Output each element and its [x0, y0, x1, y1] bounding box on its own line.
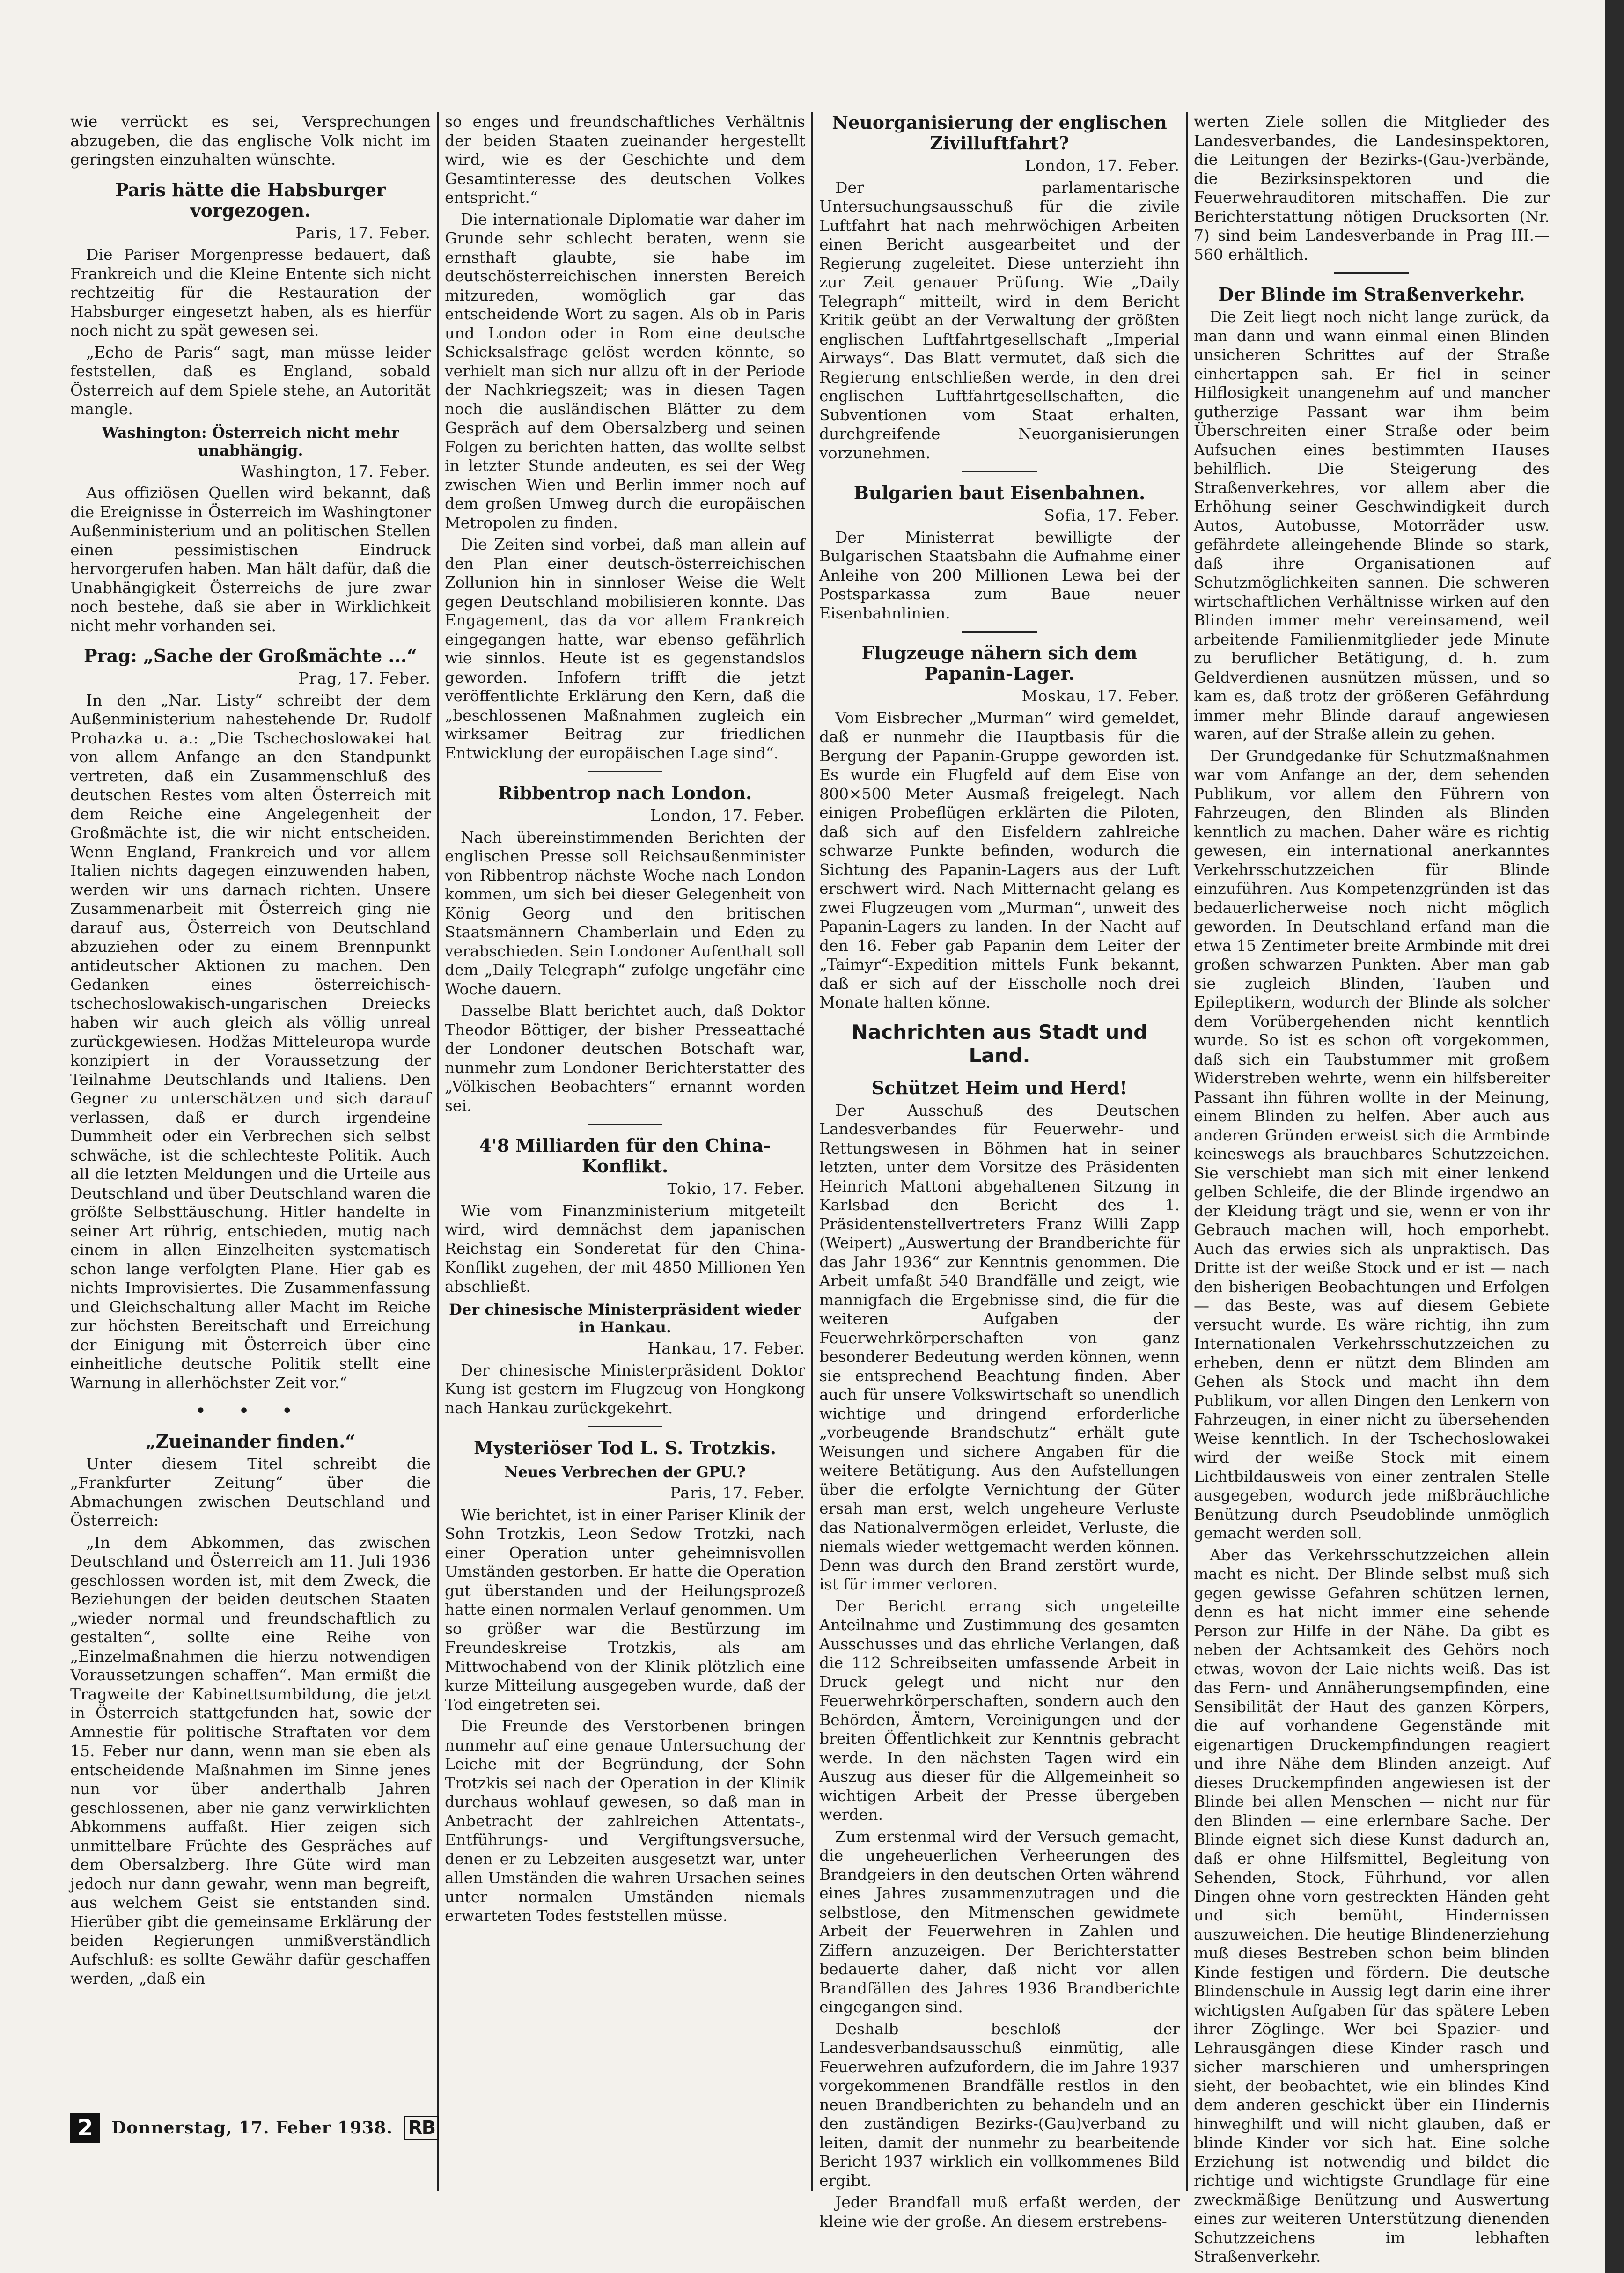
- paragraph: Aus offiziösen Quellen wird bekannt, daß die Ereignisse in Österreich im Washingtoner Außenministerium und an politischen Stellen einen pessimistischen Eindruck hervorgerufen haben. Man hält dafür, daß die Unabhängigkeit Österreichs de jure zwar noch bestehe, daß sie aber in Wirklichkeit nicht mehr vorhanden sei.: [70, 484, 431, 635]
- scan-edge: [1605, 0, 1624, 2273]
- newspaper-page: [70, 112, 1550, 2266]
- article-continuation: werten Ziele sollen die Mitglieder des Landesverbandes, die Landesinspektoren, die Leitungen der Bezirks-(Gau-)verbände, die Bezirksinspektoren und die Feuerwehrauditoren mitschaffen. Die zur Berichterstattung nötigen Drucksorten (Nr. 7) sind beim Landesverbande in Prag III.—560 erhältlich.: [1194, 112, 1550, 264]
- paragraph: Die Freunde des Verstorbenen bringen nunmehr auf eine genaue Untersuchung der Leiche mit der Begründung, der Sohn Trotzkis sei nach der Operation in der Klinik durchaus wohlauf gewesen, so daß man in Anbetracht der zahlreichen Attentats-, Entführungs- und Vergiftungsversuche, denen er zu Lebzeiten ausgesetzt war, unter allen Umständen die wahren Ursachen seines unter normalen Umständen niemals erwarteten Todes feststellen müsse.: [445, 1717, 805, 1925]
- article-continuation: so enges und freundschaftliches Verhältnis der beiden Staaten zueinander hergestellt wird, wie es der Geschichte und dem Gesamtinteresse des deutschen Volkes entspricht.“: [445, 112, 805, 206]
- column-rule: [1186, 112, 1188, 2191]
- subheadline-trotzki: Neues Verbrechen der GPU.?: [504, 1463, 746, 1481]
- paragraph: Der Ausschuß des Deutschen Landesverbandes für Feuerwehr- und Rettungswesen in Böhmen hat in seiner letzten, unter dem Vorsitze des Präsidenten Heinrich Mattoni abgehaltenen Sitzung in Karlsbad den Bericht des 1. Präsidentenstellvertreters Franz Willi Zapp (Weipert) „Auswertung der Brandberichte für das Jahr 1936“ zur Kenntnis genommen. Die Arbeit umfaßt 540 Brandfälle und zeigt, wie mannigfach die Ergebnisse sind, die für die weiteren Aufgaben der Feuerwehrkörperschaften von ganz besonderer Bedeutung werden können, wenn sie entsprechend Beachtung finden. Aber auch für unsere Volkswirtschaft so unendlich wichtige und dringend erforderliche „vorbeugende Brandschutz“ erhält gute Weisungen und sichere Angaben für die weitere Betätigung. Aus den Aufstellungen über die erfolgte Vernichtung der Güter ersah man erst, welch ungeheure Verluste das Nationalvermögen erleidet, Verluste, die niemals wieder wettgemacht werden können. Denn was durch den Brand zerstört wurde, ist für immer verloren.: [819, 1101, 1180, 1593]
- paragraph: Dasselbe Blatt berichtet auch, daß Doktor Theodor Böttiger, der bisher Presseattaché der Londoner deutschen Botschaft war, nunmehr zum Londoner Berichterstatter des „Völkischen Beobachters“ ernannt worden sei.: [445, 1001, 805, 1115]
- paragraph: Die Zeit liegt noch nicht lange zurück, da man dann und wann einmal einen Blinden unsicheren Schrittes auf der Straße einhertappen sah. Er fiel in seiner Hilflosigkeit unangenehm auf und mancher gutherzige Passant war ihm beim Überschreiten einer Straße oder beim Aufsuchen eines bestimmten Hauses behilflich. Die Steigerung des Straßenverkehres, vor allem aber die Erhöhung seiner Geschwindigkeit durch Autos, Autobusse, Motorräder usw. gefährdete alleingehende Blinde so stark, daß ihre Organisationen auf Schutzmöglichkeiten sannen. Die schweren wirtschaftlichen Verhältnisse wirken auf den Blinden immer mehr vereinsamend, weil arbeitende Familienmitglieder jede Minute zu beruflicher Betätigung, d. h. zum Geldverdienen ausnützen müssen, und so kam es, daß trotz der größeren Gefährdung immer mehr Blinde darauf angewiesen waren, auf der Straße allein zu gehen.: [1194, 308, 1550, 743]
- headline-zueinander: „Zueinander finden.“: [145, 1430, 356, 1452]
- column-3: [819, 112, 1180, 2230]
- article-continuation: wie verrückt es sei, Versprechungen abzugeben, die das englische Volk nicht im geringsten einzuhalten wünschte.: [70, 112, 431, 169]
- separator-line: [588, 1124, 662, 1125]
- headline-bulgarien: Bulgarien baut Eisenbahnen.: [853, 482, 1146, 503]
- paragraph: Die Pariser Morgenpresse bedauert, daß Frankreich und die Kleine Entente sich nicht rechtzeitig für die Restauration der Habsburger eingesetzt haben, als es hierfür noch nicht zu spät gewesen sei.: [70, 245, 431, 339]
- page-footer: [70, 2111, 439, 2144]
- column-4: [1194, 112, 1550, 2266]
- dateline-washington: Washington, 17. Feber.: [240, 462, 431, 480]
- dateline-prag: Prag, 17. Feber.: [298, 669, 431, 687]
- separator-line: [588, 1426, 662, 1427]
- paragraph: Jeder Brandfall muß erfaßt werden, der kleine wie der große. An diesem erstrebens-: [819, 2193, 1180, 2230]
- paragraph: Aber das Verkehrsschutzzeichen allein macht es nicht. Der Blinde selbst muß sich gegen gewisse Gefahren schützen lernen, denn es hat nicht immer eine sehende Person zur Hilfe in der Nähe. Da gibt es neben der Achtsamkeit des Gehörs noch etwas, wovon der Laie nichts weiß. Das ist das Fern- und Annäherungsempfinden, eine Sensibilität der Haut des ganzen Körpers, die auf vorhandene Gegenstände mit eigenartigen Druckempfindungen reagiert und ihre Nähe dem Blinden anzeigt. Auf dieses Druckempfinden angewiesen ist der Blinde bei allen Menschen — nicht nur für den Blinden — eine erlernbare Sache. Der Blinde eignet sich diese Kunst dadurch an, daß er ohne Hilfsmittel, Begleitung von Sehenden, Stock, Führhund, vor allen Dingen ohne vorn gestreckten Händen geht und sich bemüht, Hindernissen auszuweichen. Die heutige Blindenerziehung muß dieses Bestreben schon beim blinden Kinde festigen und fördern. Die deutsche Blindenschule in Aussig legt darin eine ihrer wichtigsten Aufgaben für das spätere Leben ihrer Zöglinge. Wer bei Spazier- und Lehrausgängen diese Kinder rasch und sicher marschieren und umherspringen sieht, der beobachtet, wie ein blindes Kind dem anderen geschickt über ein Hindernis hinweghilft und will nicht glauben, daß er blinde Kinder vor sich hat. Eine solche Erziehung ist notwendig und bildet die richtige und wichtigste Grundlage für eine zweckmäßige Benützung und Auswertung eines zur weiteren Unterstützung dienenden Schutzzeichens im lebhaften Straßenverkehr.: [1194, 1545, 1550, 2266]
- column-2: [445, 112, 805, 2191]
- dateline-tokio: Tokio, 17. Feber.: [667, 1179, 805, 1198]
- column-rule: [811, 112, 813, 2191]
- section-heading: Nachrichten aus Stadt und Land.: [851, 1020, 1148, 1067]
- newspaper-logo: RB: [404, 2116, 439, 2140]
- dateline-london: London, 17. Feber.: [650, 806, 805, 824]
- page-number: 2: [70, 2113, 100, 2143]
- separator-line: [962, 471, 1037, 472]
- paragraph: „Echo de Paris“ sagt, man müsse leider feststellen, daß es England, sobald Österreich auf dem Spiele stehe, an Autorität mangle.: [70, 343, 431, 418]
- paragraph: Der Ministerrat bewilligte der Bulgarischen Staatsbahn die Aufnahme einer Anleihe von 200 Millionen Lewa bei der Postsparkassa zum Baue neuer Eisenbahnlinien.: [819, 528, 1180, 622]
- paragraph: Deshalb beschloß der Landesverbandsausschuß einmütig, alle Feuerwehren aufzufordern, die im Jahre 1937 vorgekommenen Brandfälle restlos in den neuen Brandberichten zu behandeln und an den zuständigen Bezirks-(Gau)verband zu leiten, damit der nunmehr zu bearbeitende Bericht 1937 wirklich ein vollkommenes Bild ergibt.: [819, 2019, 1180, 2190]
- paragraph: Die internationale Diplomatie war daher im Grunde sehr schlecht beraten, wenn sie ernsthaft glaubte, sie habe im deutschösterreichischen innersten Bereich mitzureden, womöglich gar das entscheidende Wort zu sagen. Als ob in Paris und London oder in Rom eine deutsche Schicksalsfrage gelöst werden könnte, so verhielt man sich nur allzu oft in der Periode der Nachkriegszeit; was in diesen Tagen noch die ausländischen Blätter zu dem Gespräch auf dem Obersalzberg und seinen Folgen zu berichten hatten, das wollte selbst in letzter Stunde andeuten, es sei der Weg zwischen Wien und Berlin immer noch auf dem großen Umweg durch die europäischen Metropolen zu finden.: [445, 210, 805, 532]
- paragraph: „In dem Abkommen, das zwischen Deutschland und Österreich am 11. Juli 1936 geschlossen worden ist, mit dem Zweck, die Beziehungen der beiden deutschen Staaten „wieder normal und freundschaftlich zu gestalten“, sollte eine Reihe von „Einzelmaßnahmen die hierzu notwendigen Voraussetzungen schaffen“. Man ermißt die Tragweite der Kabinettsumbildung, die jetzt in Österreich stattgefunden hat, sowie der Amnestie für politische Straftaten vor dem 15. Feber nur dann, wenn man sie eben als entscheidende Maßnahmen im Sinne jenes nun vor über anderthalb Jahren geschlossenen, aber nie ganz verwirklichten Abkommens auffaßt. Hier zeigen sich unmittelbare Früchte des Gespräches auf dem Obersalzberg. Ihre Güte wird man jedoch nur dann gewahr, wenn man begreift, aus welchem Geist sie entstanden sind. Hierüber gibt die gemeinsame Erklärung der beiden Regierungen unmißverständlich Aufschluß: es sollte Gewähr dafür geschaffen werden, „daß ein: [70, 1533, 431, 1987]
- paragraph: Der Bericht errang sich ungeteilte Anteilnahme und Zustimmung des gesamten Ausschusses und das ehrliche Verlangen, daß die 112 Schreibseiten umfassende Arbeit in Druck gelegt und nicht nur den Feuerwehrkörperschaften, sondern auch den Behörden, Ämtern, Vereinigungen und der breiten Öffentlichkeit zur Kenntnis gebracht werde. In den nächsten Tagen wird ein Auszug aus dieser für die Allgemeinheit so wichtigen Arbeit der Presse übergeben werden.: [819, 1596, 1180, 1824]
- paragraph: In den „Nar. Listy“ schreibt der dem Außenministerium nahestehende Dr. Rudolf Prohazka u. a.: „Die Tschechoslowakei hat von allem Anfange an den Standpunkt vertreten, daß ein Zusammenschluß des deutschen Restes vom alten Österreich mit dem Reiche eine Angelegenheit der Großmächte ist, die wir nicht entscheiden. Wenn England, Frankreich und vor allem Italien nichts dagegen einzuwenden haben, werden wir uns darnach richten. Unsere Zusammenarbeit mit Österreich ging nie darauf aus, Österreich von Deutschland abzuziehen oder zu einem Brennpunkt antideutscher Aktionen zu machen. Den Gedanken eines österreichisch-tschechoslowakisch-ungarischen Dreiecks haben wir auch gleich als völlig unreal zurückgewiesen. Hodžas Mitteleuropa wurde konzipiert in der Voraussetzung der Teilnahme Deutschlands und Italiens. Den Gegner zu unterschätzen und sich darauf verlassen, daß er durch irgendeine Dummheit oder ein Verbrechen sich selbst schwäche, ist die schlechteste Politik. Auch all die letzten Meldungen und die Urteile aus Deutschland und über Deutschland waren die größte Selbsttäuschung. Hitler handelte in seiner Art rührig, entschieden, mutig nach einem in allen Einzelheiten systematisch schon lange verfolgten Plane. Hier gab es nichts Improvisiertes. Die Zusammenfassung und Gleichschaltung aller Macht im Reiche zur höchsten Bereitschaft und Erreichung der Einigung mit Österreich über eine einheitliche deutsche Politik stellt eine Warnung in allerhöchster Zeit vor.“: [70, 691, 431, 1392]
- separator-line: [1334, 272, 1409, 274]
- separator-line: [962, 631, 1037, 633]
- dateline-sofia: Sofia, 17. Feber.: [1044, 506, 1180, 524]
- headline-prag: Prag: „Sache der Großmächte ...“: [84, 645, 417, 666]
- headline-papanin: Flugzeuge nähern sich dem Papanin-Lager.: [861, 642, 1138, 684]
- paragraph: Zum erstenmal wird der Versuch gemacht, die ungeheuerlichen Verheerungen des Brandgeiers in den deutschen Orten während eines Jahres zusammenzutragen und die selbstlose, den Mitmenschen gewidmete Arbeit der Feuerwehren in Zahlen und Ziffern anzuzeigen. Der Berichterstatter bedauerte daher, daß nicht vor allen Brandfällen des Jahres 1936 Brandberichte eingegangen sind.: [819, 1827, 1180, 2016]
- headline-washington: Washington: Österreich nicht mehr unabhängig.: [102, 423, 399, 459]
- dateline-paris: Paris, 17. Feber.: [670, 1484, 805, 1502]
- paragraph: Wie vom Finanzministerium mitgeteilt wird, wird demnächst dem japanischen Reichstag ein Sonderetat für den China-Konflikt zugehen, der mit 4850 Millionen Yen abschließt.: [445, 1201, 805, 1295]
- separator-line: [588, 771, 662, 772]
- headline-ribbentrop: Ribbentrop nach London.: [498, 782, 752, 803]
- paragraph: Unter diesem Titel schreibt die „Frankfurter Zeitung“ über die Abmachungen zwischen Deutschland und Österreich:: [70, 1454, 431, 1530]
- paragraph: Der chinesische Ministerpräsident Doktor Kung ist gestern im Flugzeug von Hongkong nach Hankau zurückgekehrt.: [445, 1361, 805, 1417]
- dateline-hankau: Hankau, 17. Feber.: [647, 1339, 805, 1357]
- paragraph: Die Zeiten sind vorbei, daß man allein auf den Plan einer deutsch-österreichischen Zollunion hin in sinnloser Weise die Welt gegen Deutschland mobilisieren konnte. Das Engagement, das da vor allem Frankreich eingegangen hatte, war ebenso gefährlich wie sinnlos. Heute ist es gegenstandslos geworden. Infofern trifft die jetzt veröffentlichte Erklärung den Kern, daß die „beschlossenen Maßnahmen zugleich ein wirksamer Beitrag zur friedlichen Entwicklung der europäischen Lage sind“.: [445, 535, 805, 762]
- paragraph: Wie berichtet, ist in einer Pariser Klinik der Sohn Trotzkis, Leon Sedow Trotzki, nach einer Operation unter geheimnisvollen Umständen gestorben. Er hatte die Operation gut überstanden und der Heilungsprozeß hatte einen normalen Verlauf genommen. Um so größer war die Bestürzung im Freundeskreise Trotzkis, als am Mittwochabend von der Klinik plötzlich eine kurze Mitteilung ausgegeben wurde, daß der Tod eingetreten sei.: [445, 1505, 805, 1714]
- column-1: [70, 112, 431, 2191]
- headline-china: 4'8 Milliarden für den China-Konflikt.: [479, 1135, 771, 1177]
- headline-schuetzet: Schützet Heim und Herd!: [871, 1077, 1128, 1098]
- headline-zivilluftfahrt: Neuorganisierung der englischen Zivilluftfahrt?: [832, 112, 1167, 154]
- headline-hankau: Der chinesische Ministerpräsident wieder in Hankau.: [449, 1301, 801, 1336]
- issue-date: Donnerstag, 17. Feber 1938.: [111, 2118, 393, 2138]
- paragraph: Der parlamentarische Untersuchungsausschuß für die zivile Luftfahrt hat nach mehrwöchigen Arbeiten einen Bericht ausgearbeitet und der Regierung zugeleitet. Diese unterzieht ihn zur Zeit genauer Prüfung. Wie „Daily Telegraph“ mitteilt, wird in dem Bericht Kritik geübt an der Verwaltung der größten englischen Luftfahrtgesellschaft „Imperial Airways“. Das Blatt vermutet, daß sich die Regierung entschließen werde, in den drei englischen Luftfahrtgesellschaften, die Subventionen vom Staat erhalten, durchgreifende Neuorganisierungen vorzunehmen.: [819, 178, 1180, 462]
- paragraph: Der Grundgedanke für Schutzmaßnahmen war vom Anfange an der, dem sehenden Publikum, vor allem den Führern von Fahrzeugen, den Blinden als Blinden kenntlich zu machen. Daher wäre es richtig gewesen, ein international anerkanntes Verkehrsschutzzeichen für Blinde einzuführen. Aus Kompetenzgründen ist das bedauerlicherweise noch nicht möglich geworden. In Deutschland erfand man die etwa 15 Zentimeter breite Armbinde mit drei großen schwarzen Punkten. Aber man gab sie zugleich Blinden, Tauben und Epileptikern, wodurch der Blinde als solcher dem Vorübergehenden nicht kenntlich wurde. So ist es schon oft vorgekommen, daß sich ein Taubstummer mit großem Widerstreben wehrte, wenn ein hilfsbereiter Passant ihn führen wollte in der Meinung, einem Blinden zu helfen. Aber auch aus anderen Gründen erweist sich die Armbinde keineswegs als brauchbares Schutzzeichen. Sie verschiebt man sich mit einer lenkend gelben Schleife, die der Blinde irgendwo an der Kleidung trägt und sie, wenn er von ihr Gebrauch machen will, hoch emporhebt. Auch das erwies sich als unpraktisch. Das Dritte ist der weiße Stock und er ist — nach den bisherigen Beobachtungen und Erfolgen — das Beste, was auf diesem Gebiete versucht wurde. Es wäre richtig, ihn zum Internationalen Verkehrsschutzzeichen zu erheben, denn er nützt dem Blinden am Gehen als Stock und macht ihn dem Publikum, vor allen Dingen den Lenkern von Fahrzeugen, in einer nicht zu übersehenden Weise kenntlich. In der Tschechoslowakei wird der weiße Stock mit einem Lichtbildausweis von einer zentralen Stelle ausgegeben, wodurch jede mißbräuchliche Benützung durch Pseudoblinde unmöglich gemacht werden soll.: [1194, 746, 1550, 1542]
- headline-trotzki: Mysteriöser Tod L. S. Trotzkis.: [473, 1437, 777, 1458]
- headline-blinde: Der Blinde im Straßenverkehr.: [1218, 284, 1525, 305]
- dateline-paris: Paris, 17. Feber.: [295, 223, 431, 242]
- paragraph: Nach übereinstimmenden Berichten der englischen Presse soll Reichsaußenminister von Ribbentrop nächste Woche nach London kommen, um sich bei dieser Gelegenheit von König Georg und den britischen Staatsmännern Chamberlain und Eden zu verabschieden. Sein Londoner Aufenthalt soll dem „Daily Telegraph“ zufolge ungefähr eine Woche dauern.: [445, 828, 805, 998]
- column-rule: [437, 112, 439, 2191]
- dateline-moskau: Moskau, 17. Feber.: [1021, 687, 1180, 705]
- separator-stars: • • •: [195, 1400, 306, 1422]
- dateline-london: London, 17. Feber.: [1024, 156, 1180, 175]
- paragraph: Vom Eisbrecher „Murman“ wird gemeldet, daß er nunmehr die Hauptbasis für die Bergung der Papanin-Gruppe geworden ist. Es wurde ein Flugfeld auf dem Eise von 800×500 Meter Ausmaß freigelegt. Nach einigen Probeflügen erklärten die Piloten, daß sich auf den Eisfeldern zahlreiche schwarze Punkte befinden, wodurch die Sichtung des Papanin-Lagers aus der Luft erschwert wird. Nach Mitternacht gelang es zwei Flugzeugen vom „Murman“, unweit des Papanin-Lagers zu landen. In der Nacht auf den 16. Feber gab Papanin dem Leiter der „Taimyr“-Expedition mittels Funk bekannt, daß er sich auf der Eisscholle noch drei Monate halten könne.: [819, 708, 1180, 1011]
- headline-paris: Paris hätte die Habsburger vorgezogen.: [115, 179, 386, 221]
